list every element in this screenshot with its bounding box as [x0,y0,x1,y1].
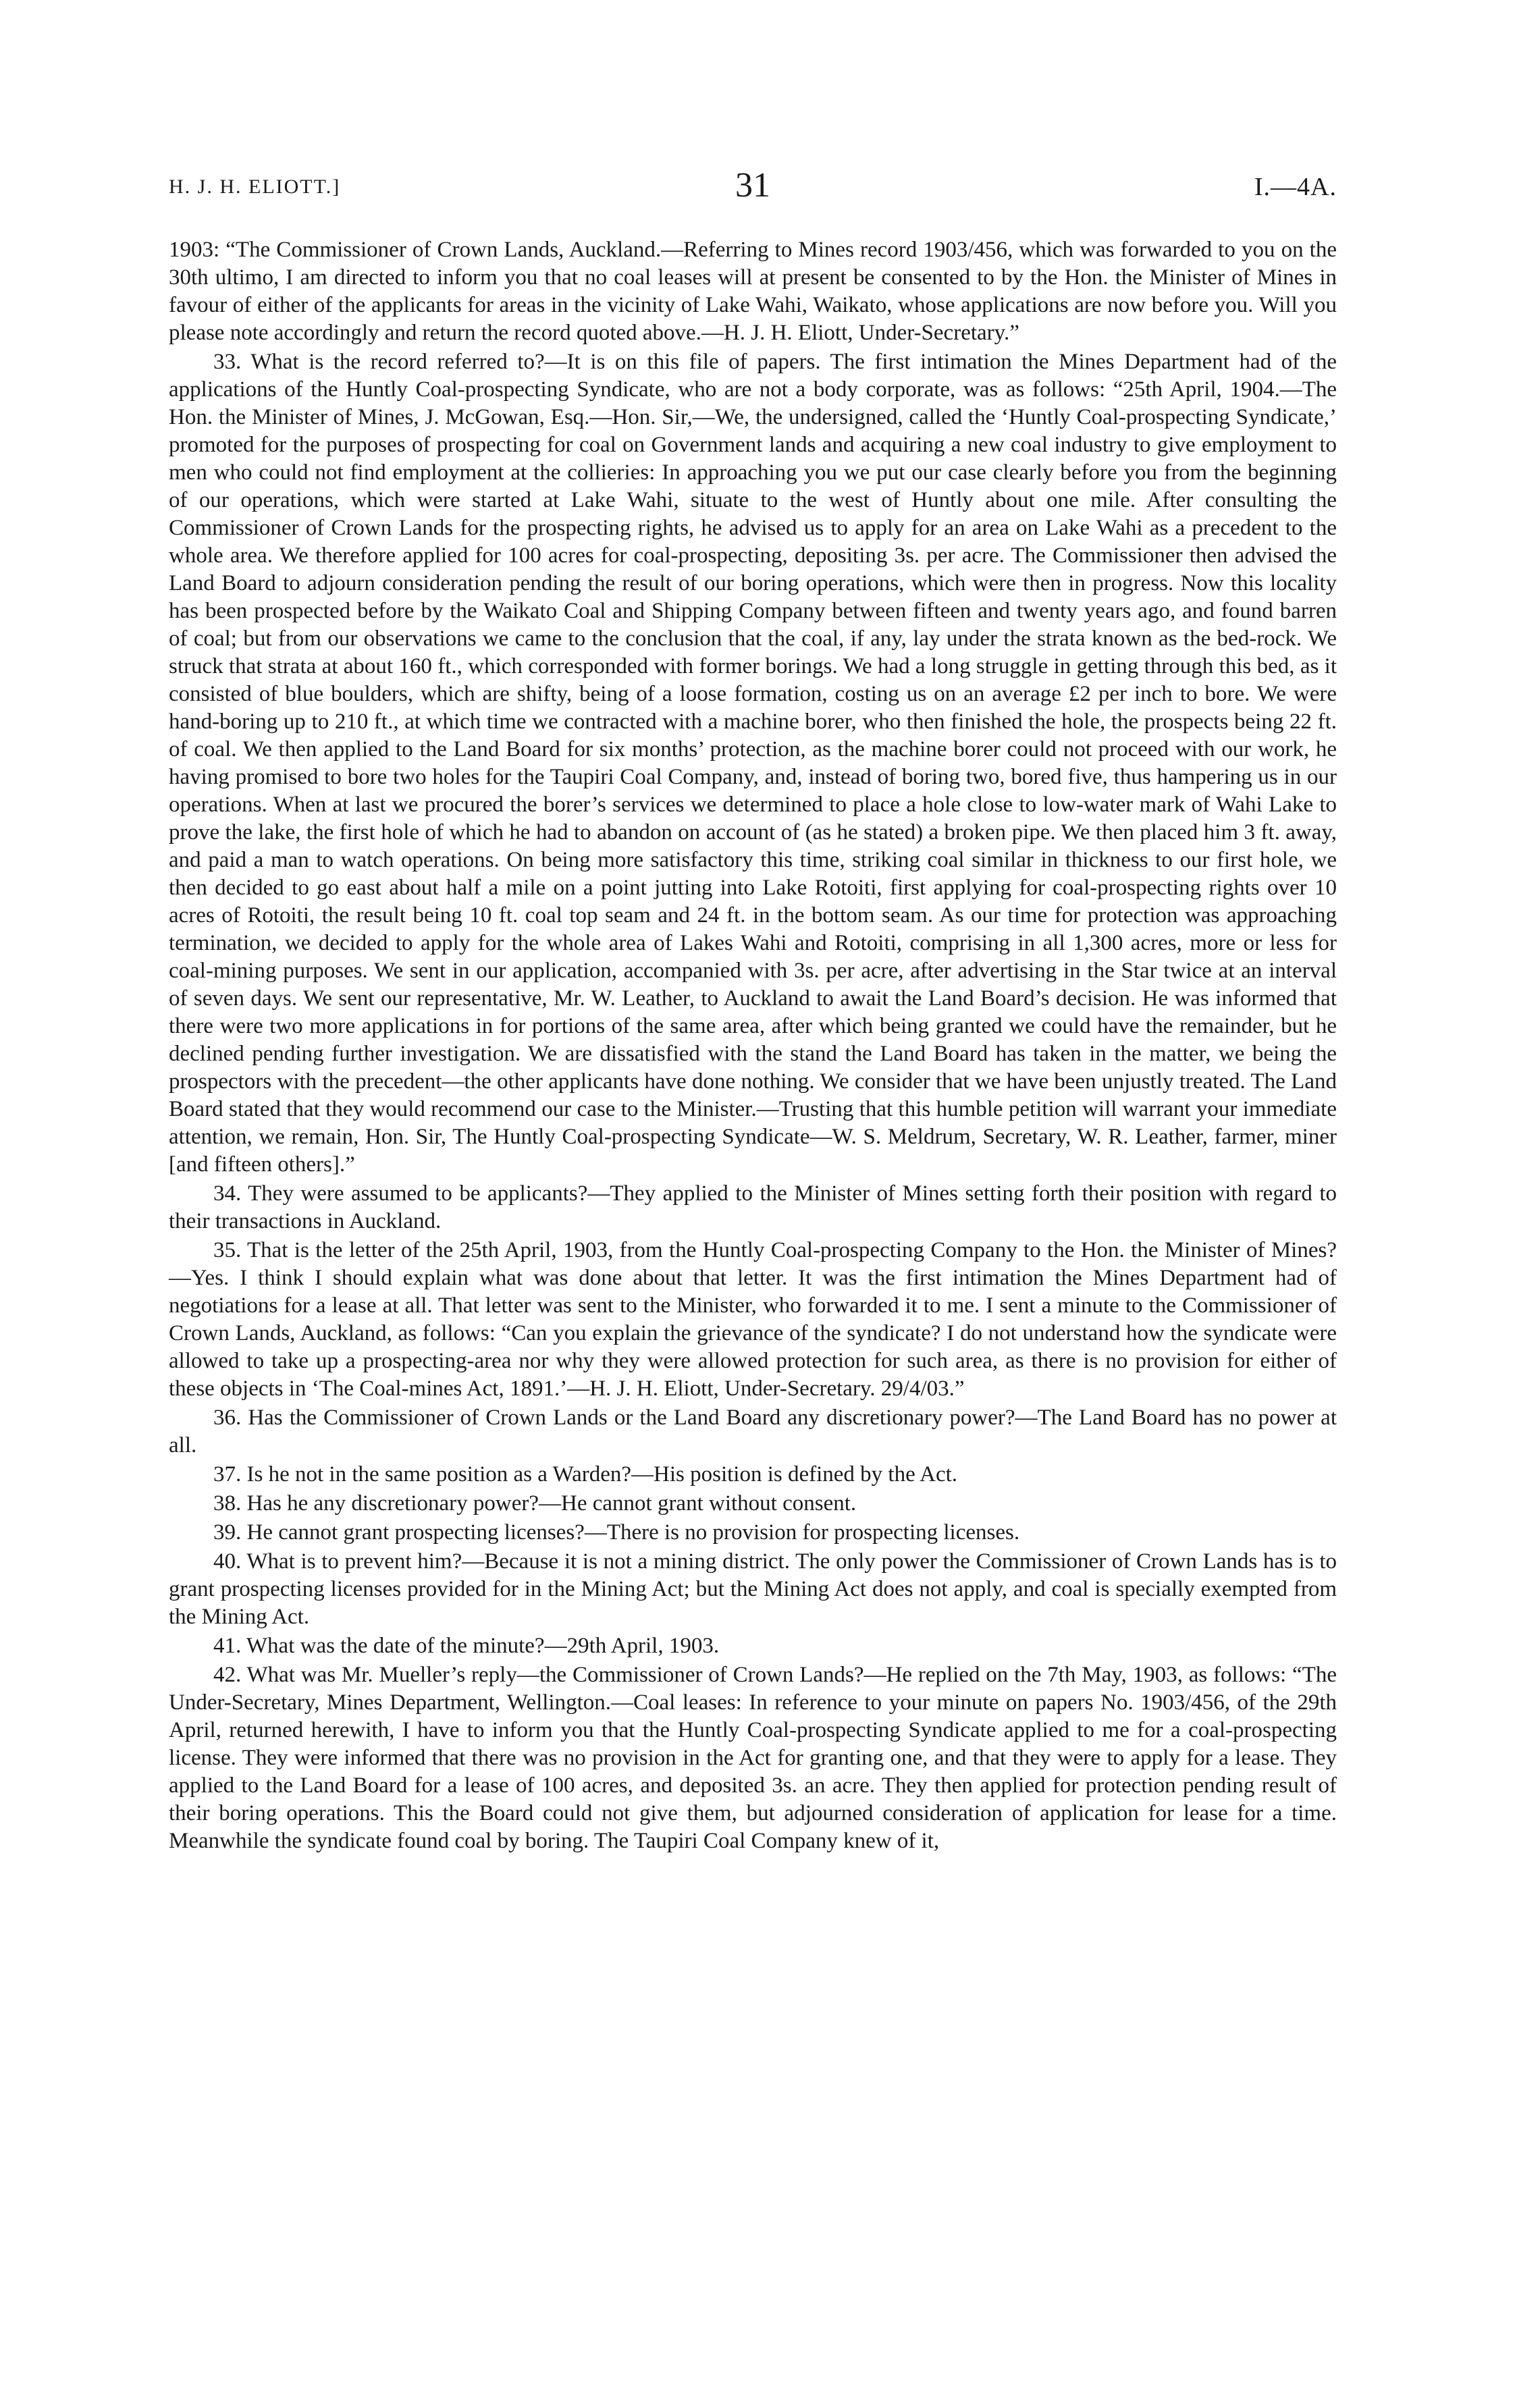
paragraph-39: 39. He cannot grant prospecting licenses?—There is no provision for prospecting licenses. [213,1520,1020,1545]
document-body [169,236,1337,1855]
document-reference: I.—4A. [1254,173,1337,201]
paragraph-38: 38. Has he any discretionary power?—He cannot grant without consent. [213,1491,857,1516]
paragraph-36: 36. Has the Commissioner of Crown Lands or the Land Board any discretionary power?—The Land Board has no power at all. [169,1406,1337,1457]
paragraph-33: 33. What is the record referred to?—It is on this file of papers. The first intimation the Mines Department had of the applications of the Huntly Coal-prospecting Syndicate, who are not a body corporate, was as follows: “25th April, 1904.—The Hon. the Minister of Mines, J. McGowan, Esq.—Hon. Sir,—We, the undersigned, called the ‘Huntly Coal-prospecting Syndicate,’ promoted for the purposes of prospecting for coal on Government lands and acquiring a new coal industry to give employment to men who could not find employment at the collieries: In approaching you we put our case clearly before you from the beginning of our operations, which were started at Lake Wahi, situate to the west of Huntly about one mile. After consulting the Commissioner of Crown Lands for the prospecting rights, he advised us to apply for an area on Lake Wahi as a precedent to the whole area. We therefore applied for 100 acres for coal-prospecting, depositing 3s. per acre. The Commissioner then advised the Land Board to adjourn consideration pending the result of our boring operations, which were then in progress. Now this locality has been prospected before by the Waikato Coal and Shipping Company between fifteen and twenty years ago, and found barren of coal; but from our observations we came to the conclusion that the coal, if any, lay under the strata known as the bed-rock. We struck that strata at about 160 ft., which corresponded with former borings. We had a long struggle in getting through this bed, as it consisted of blue boulders, which are shifty, being of a loose formation, costing us on an average £2 per inch to bore. We were hand-boring up to 210 ft., at which time we contracted with a machine borer, who then finished the hole, the prospects being 22 ft. of coal. We then applied to the Land Board for six months’ protection, as the machine borer could not proceed with our work, he having promised to bore two holes for the Taupiri Coal Company, and, instead of boring two, bored five, thus hampering us in our operations. When at last we procured the borer’s services we determined to place a hole close to low-water mark of Wahi Lake to prove the lake, the first hole of which he had to abandon on account of (as he stated) a broken pipe. We then placed him 3 ft. away, and paid a man to watch operations. On being more satisfactory this time, striking coal similar in thickness to our first hole, we then decided to go east about half a mile on a point jutting into Lake Rotoiti, first applying for coal-prospecting rights over 10 acres of Rotoiti, the result being 10 ft. coal top seam and 24 ft. in the bottom seam. As our time for protection was approaching termination, we decided to apply for the whole area of Lakes Wahi and Rotoiti, comprising in all 1,300 acres, more or less for coal-mining purposes. We sent in our application, accompanied with 3s. per acre, after advertising in the Star twice at an interval of seven days. We sent our representative, Mr. W. Leather, to Auckland to await the Land Board’s decision. He was informed that there were two more applications in for portions of the same area, after which being granted we could have the remainder, but he declined pending further investigation. We are dissatisfied with the stand the Land Board has taken in the matter, we being the prospectors with the precedent—the other applicants have done nothing. We consider that we have been unjustly treated. The Land Board stated that they would recommend our case to the Minister.—Trusting that this humble petition will warrant your immediate attention, we remain, Hon. Sir, The Huntly Coal-prospecting Syndicate—W. S. Meldrum, Secretary, W. R. Leather, farmer, miner [and fifteen others].” [169,350,1337,1177]
paragraph-35: 35. That is the letter of the 25th April, 1903, from the Huntly Coal-prospecting Company to the Hon. the Minister of Mines?—Yes. I think I should explain what was done about that letter. It was the first intimation the Mines Department had of negotiations for a lease at all. That letter was sent to the Minister, who forwarded it to me. I sent a minute to the Commissioner of Crown Lands, Auckland, as follows: “Can you explain the grievance of the syndicate? I do not understand how the syndicate were allowed to take up a prospecting-area nor why they were allowed protection for such area, as there is no provision for either of these objects in ‘The Coal-mines Act, 1891.’—H. J. H. Eliott, Under-Secretary. 29/4/03.” [169,1238,1337,1401]
paragraph-41: 41. What was the date of the minute?—29th April, 1903. [213,1634,720,1658]
paragraph-42: 42. What was Mr. Mueller’s reply—the Commissioner of Crown Lands?—He replied on the 7th May, 1903, as follows: “The Under-Secretary, Mines Department, Wellington.—Coal leases: In reference to your minute on papers No. 1903/456, of the 29th April, returned herewith, I have to inform you that the Huntly Coal-prospecting Syndicate applied to me for a coal-prospecting license. They were informed that there was no provision in the Act for granting one, and that they were to apply for a lease. They applied to the Land Board for a lease of 100 acres, and deposited 3s. an acre. They then applied for protection pending result of their boring operations. This the Board could not give them, but adjourned consideration of application for lease for a time. Meanwhile the syndicate found coal by boring. The Taupiri Coal Company knew of it, [169,1663,1337,1853]
paragraph-34: 34. They were assumed to be applicants?—They applied to the Minister of Mines setting forth their position with regard to their transactions in Auckland. [169,1181,1337,1233]
page-number: 31 [735,166,770,205]
document-page [169,149,1337,1856]
page-header [169,149,1337,209]
paragraph-40: 40. What is to prevent him?—Because it is not a mining district. The only power the Commissioner of Crown Lands has is to grant prospecting licenses provided for in the Mining Act; but the Mining Act does not apply, and coal is specially exempted from the Mining Act. [169,1549,1337,1629]
paragraph-continuation: 1903: “The Commissioner of Crown Lands, Auckland.—Referring to Mines record 1903/456, which was forwarded to you on the 30th ultimo, I am directed to inform you that no coal leases will at present be consented to by the Hon. the Minister of Mines in favour of either of the applicants for areas in the vicinity of Lake Wahi, Waikato, whose applications are now before you. Will you please note accordingly and return the record quoted above.—H. J. H. Eliott, Under-Secretary.” [169,238,1337,345]
header-author: H. J. H. ELIOTT.] [169,176,341,198]
paragraph-37: 37. Is he not in the same position as a Warden?—His position is defined by the Act. [213,1462,958,1487]
